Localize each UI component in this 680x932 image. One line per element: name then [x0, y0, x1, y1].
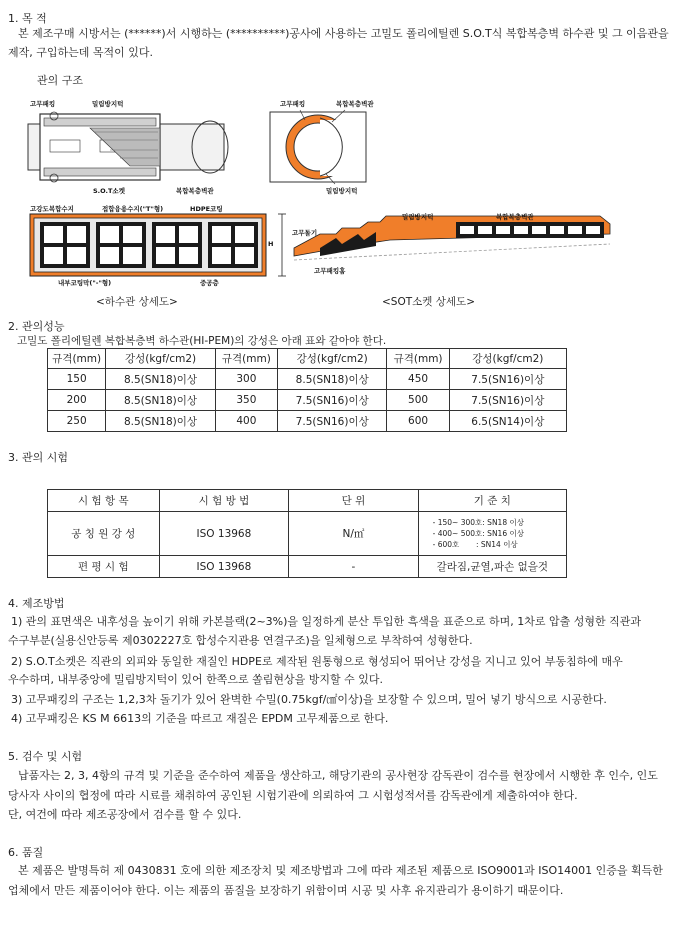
caption-sewer-pipe-detail: <하수관 상세도> [96, 296, 178, 308]
section-6-heading: 6. 품질 [8, 846, 44, 859]
label-inner-coating: 내부코팅막("-"형) [58, 279, 112, 287]
label-rubber-rib: 고무돌기 [292, 229, 318, 237]
figure-title: 관의 구조 [37, 74, 84, 87]
label-composite-pipe: 복합복층벽관 [176, 187, 214, 195]
label-anti-slip-ridge-2: 밀림방지턱 [326, 187, 358, 195]
label-anti-slip-ridge: 밀림방지턱 [92, 100, 124, 108]
section-5-line-2: 당사자 사이의 협정에 따라 시료를 채취하여 공인된 시험기관에 의뢰하여 그 시험성적서를 감독관에게 제출하여야 한다. [8, 789, 578, 802]
table-cell: N/㎡ [289, 512, 418, 556]
table-cell: 300 [215, 369, 277, 390]
table-cell: 7.5(SN16)이상 [277, 390, 387, 411]
section-5-heading: 5. 검수 및 시험 [8, 750, 83, 763]
table-header: 강성(kgf/cm2) [277, 349, 387, 369]
table-header: 단 위 [289, 490, 418, 512]
table-cell: - [289, 556, 418, 578]
table-header: 시 험 항 목 [48, 490, 160, 512]
label-hollow-layer: 중공층 [200, 279, 219, 287]
table-cell: 8.5(SN18)이상 [277, 369, 387, 390]
table-row [48, 390, 567, 411]
section-1-line-1: 본 제조구매 시방서는 (******)서 시행하는 (**********)공사에 사용하는 고밀도 폴리에틸렌 S.O.T식 복합복층벽 하수관 및 그 이음관을 [18, 27, 669, 40]
table-header: 기 준 치 [418, 490, 566, 512]
table-cell: 350 [215, 390, 277, 411]
section-4-item-1a: 1) 관의 표면색은 내후성을 높이기 위해 카본블랙(2~3%)을 일정하게 분산 투입한 흑색을 표준으로 하며, 1차로 압출 성형한 직관과 [11, 615, 642, 628]
section-6-line-1: 본 제품은 발명특허 제 0430831 호에 의한 제조장치 및 제조방법과 그에 따라 제조된 제품으로 ISO9001과 ISO14001 인증을 획득한 [18, 864, 663, 877]
table-cell: 7.5(SN16)이상 [277, 411, 387, 432]
label-composite-pipe-2: 복합복층벽관 [336, 100, 374, 108]
pipe-structure-figure [20, 88, 660, 310]
table-cell: 8.5(SN18)이상 [106, 390, 216, 411]
table-cell: 250 [48, 411, 106, 432]
criteria-line: - 150~ 300호: SN18 이상 [432, 518, 524, 527]
label-hdpe-coating: HDPE코팅 [190, 205, 223, 213]
criteria-line: - 400~ 500호: SN16 이상 [432, 529, 524, 538]
table-cell: 편 평 시 험 [48, 556, 160, 578]
section-2-heading: 2. 관의성능 [8, 320, 65, 333]
table-cell: 갈라짐,균열,파손 없을것 [418, 556, 566, 578]
criteria-line: - 600호 : SN14 이상 [432, 540, 518, 549]
section-4-item-2a: 2) S.O.T소켓은 직관의 외피와 동일한 재질인 HDPE로 제작된 원통형으로 형성되어 뛰어난 강성을 지니고 있어 부동침하에 매우 [11, 655, 623, 668]
table-row [48, 411, 567, 432]
table-header: 시 험 방 법 [159, 490, 289, 512]
stiffness-table-header-row [48, 349, 567, 369]
section-1-heading: 1. 목 적 [8, 12, 47, 25]
table-row [48, 369, 567, 390]
socket-detail-drawing [294, 216, 610, 260]
label-gasket: 고무패킹 [30, 100, 56, 108]
test-table [47, 489, 567, 578]
pipe-cross-section-drawing [270, 110, 366, 184]
table-cell: 8.5(SN18)이상 [106, 369, 216, 390]
table-cell: 7.5(SN16)이상 [449, 390, 566, 411]
table-cell: 공 칭 원 강 성 [48, 512, 160, 556]
label-gasket-groove: 고무패킹홈 [314, 267, 346, 275]
section-4-heading: 4. 제조방법 [8, 597, 65, 610]
label-composite-pipe-3: 복합복층벽관 [496, 213, 534, 221]
label-height: H [268, 240, 274, 248]
table-header: 강성(kgf/cm2) [106, 349, 216, 369]
table-cell: 6.5(SN14)이상 [449, 411, 566, 432]
table-row [48, 556, 567, 578]
table-cell: 150 [48, 369, 106, 390]
label-anti-slip-ridge-3: 밀림방지턱 [402, 213, 434, 221]
table-cell: ISO 13968 [159, 512, 289, 556]
label-gasket-2: 고무패킹 [280, 100, 306, 108]
table-cell: 400 [215, 411, 277, 432]
section-4-item-4: 4) 고무패킹은 KS M 6613의 기준을 따르고 재질은 EPDM 고무제품으로 한다. [11, 712, 389, 725]
table-cell: 500 [387, 390, 449, 411]
table-row [48, 512, 567, 556]
label-sot-socket: S.O.T소켓 [93, 187, 125, 195]
stiffness-table [47, 348, 567, 432]
table-header: 규격(mm) [387, 349, 449, 369]
table-cell: 200 [48, 390, 106, 411]
label-high-strength-resin: 고강도복합수지 [30, 205, 74, 213]
section-6-line-2: 업체에서 만든 제품이어야 한다. 이는 제품의 품질을 보장하기 위함이며 시공 및 사후 유지관리가 용이하기 때문이다. [8, 884, 564, 897]
section-4-item-3: 3) 고무패킹의 구조는 1,2,3차 돌기가 있어 완벽한 수밀(0.75kgf/㎠이상)을 보장할 수 있으며, 밀어 넣기 방식으로 시공한다. [11, 693, 607, 706]
table-header: 규격(mm) [48, 349, 106, 369]
section-4-item-2b: 우수하며, 내부중앙에 밀림방지턱이 있어 한쪽으로 쏠림현상을 방지할 수 있다. [8, 673, 383, 686]
section-3-heading: 3. 관의 시험 [8, 451, 68, 464]
table-cell: 600 [387, 411, 449, 432]
table-cell: 8.5(SN18)이상 [106, 411, 216, 432]
criteria-cell [418, 512, 566, 556]
table-header: 강성(kgf/cm2) [449, 349, 566, 369]
wall-profile-drawing [30, 214, 286, 276]
caption-sot-socket-detail: <SOT소켓 상세도> [382, 296, 475, 308]
label-bonding-resin: 접합융용수지("T"형) [102, 205, 164, 213]
section-5-line-3: 단, 여건에 따라 제조공장에서 검수를 할 수 있다. [8, 808, 242, 821]
table-cell: 7.5(SN16)이상 [449, 369, 566, 390]
table-header: 규격(mm) [215, 349, 277, 369]
socket-section-drawing [28, 112, 228, 182]
section-4-item-1b: 수구부분(실용신안등록 제0302227호 합성수지관용 연결구조)을 일체형으로 부착하여 성형한다. [8, 634, 473, 647]
section-2-intro: 고밀도 폴리에틸렌 복합복층벽 하수관(HI-PEM)의 강성은 아래 표와 같아야 한다. [17, 335, 387, 347]
table-cell: 450 [387, 369, 449, 390]
section-1-line-2: 제작, 구입하는데 목적이 있다. [8, 46, 153, 59]
section-5-line-1: 납품자는 2, 3, 4항의 규격 및 기준을 준수하여 제품을 생산하고, 해당기관의 공사현장 감독관이 검수를 현장에서 시행한 후 인수, 인도 [18, 769, 658, 782]
test-table-header-row [48, 490, 567, 512]
table-cell: ISO 13968 [159, 556, 289, 578]
